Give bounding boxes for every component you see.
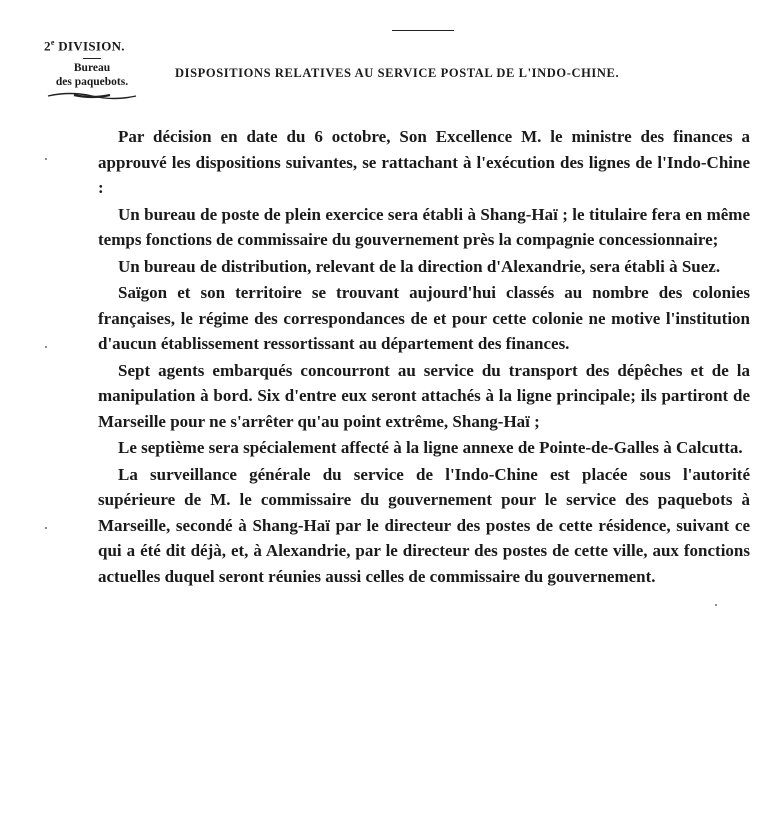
paragraph-2: Un bureau de poste de plein exercice sera établi à Shang-Haï ; le titulaire fera en même temps fonctions de commissaire du gouvernement près la compagnie concessionnaire; bbox=[98, 204, 750, 249]
paragraph-5: Sept agents embarqués concourront au service du transport des dépêches et de la manipulation à bord. Six d'entre eux seront attachés à la ligne principale; ils partiront de Marseille pour ne s'arrêter qu'au point extrême, Shang-Haï ; bbox=[98, 360, 750, 431]
paper-speck bbox=[45, 158, 47, 160]
paper-speck bbox=[45, 527, 47, 529]
paragraph-4: Saïgon et son territoire se trouvant aujourd'hui classés au nombre des colonies françaises, le régime des correspondances de et pour cette colonie ne motive l'institution d'aucun établissement ressortissant au département des finances. bbox=[98, 283, 750, 353]
body-text bbox=[98, 124, 750, 590]
bureau-line-1: Bureau bbox=[73, 62, 111, 74]
paragraph-3: Un bureau de distribution, relevant de la direction d'Alexandrie, sera établi à Suez. bbox=[118, 256, 721, 276]
page-title: DISPOSITIONS RELATIVES AU SERVICE POSTAL DE L'INDO-CHINE. bbox=[175, 66, 620, 80]
paper-speck bbox=[45, 346, 47, 348]
mini-rule bbox=[83, 58, 101, 59]
bureau-line-2: des paquebots. bbox=[55, 76, 129, 88]
bureau-margin-note bbox=[40, 58, 144, 102]
division-label: 2e DIVISION. bbox=[44, 38, 125, 54]
paragraph-7: La surveillance générale du service de l'Indo-Chine est placée sous l'autorité supérieure de M. le commissaire du gouvernement pour le service des paquebots à Marseille, secondé à Shang-Haï par le directeur des postes de cette résidence, suivant ce qui a été dit déjà, et, à Alexandrie, par le directeur des postes de cette ville, aux fonctions actuelles duquel seront réunies aussi celles de commissaire du gouvernement. bbox=[98, 464, 750, 586]
paragraph-6: Le septième sera spécialement affecté à la ligne annexe de Pointe-de-Galles à Calcutta. bbox=[118, 438, 743, 457]
top-rule bbox=[392, 30, 454, 31]
paragraph-1: Par décision en date du 6 octobre, Son Excellence M. le ministre des finances a approuvé les dispositions suivantes, se rattachant à l'exécution des lignes de l'Indo-Chine : bbox=[98, 127, 750, 197]
flourish-ornament bbox=[44, 90, 140, 102]
paper-speck bbox=[715, 604, 717, 606]
